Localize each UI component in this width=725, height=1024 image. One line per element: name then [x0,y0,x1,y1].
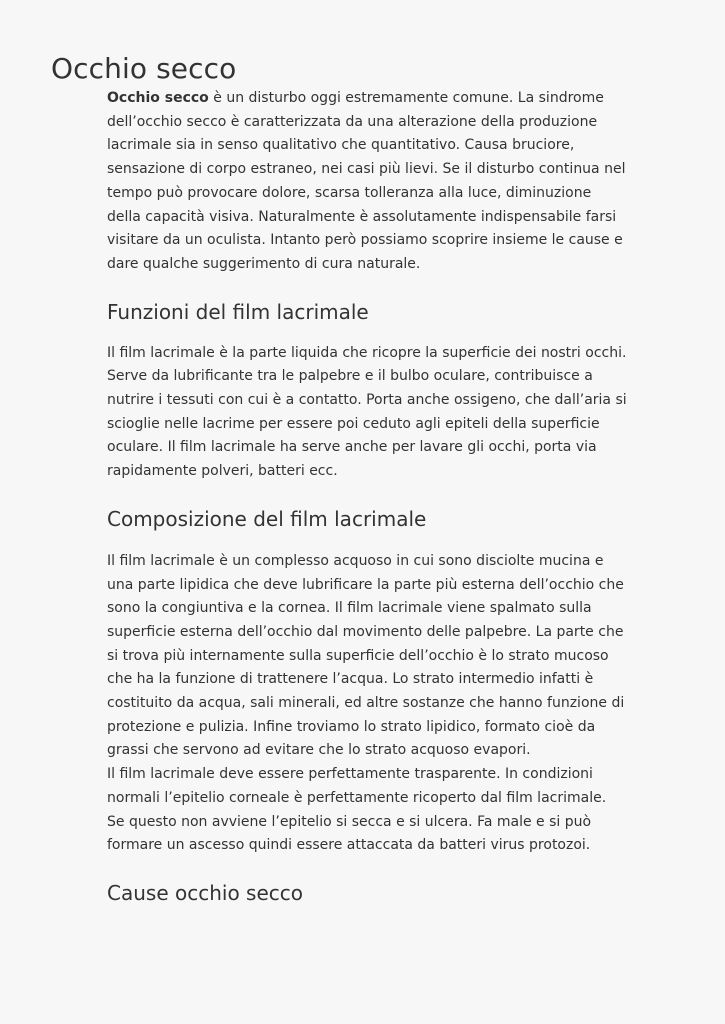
section-paragraph-funzioni: Il film lacrimale è la parte liquida che ricopre la superficie dei nostri occhi. Serve da lubrificante tra le palpebre e il bulbo oculare, contribuisce a nutrire i tessuti con cui è a contatto. Porta anche ossigeno, che dall’aria si scioglie nelle lacrime per essere poi ceduto agli epiteli della superficie oculare. Il film lacrimale ha serve anche per lavare gli occhi, porta via rapidamente polveri, batteri ecc. [107,344,627,480]
section-paragraph-composizione-1: Il film lacrimale è un complesso acquoso in cui sono disciolte mucina e una parte lipidica che deve lubrificare la parte più esterna dell’occhio che sono la congiuntiva e la cornea. Il film lacrimale viene spalmato sulla superficie esterna dell’occhio dal movimento delle palpebre. La parte che si trova più internamente sulla superficie dell’occhio è lo strato mucoso che ha la funzione di trattenere l’acqua. Lo strato intermedio infatti è costituito da acqua, sali minerali, ed altre sostanze che hanno funzione di protezione e pulizia. Infine troviamo lo strato lipidico, formato cioè da grassi che servono ad evitare che lo strato acquoso evapori. [107,552,625,759]
intro-text: è un disturbo oggi estremamente comune. La sindrome dell’occhio secco è caratterizzata da una alterazione della produzione lacrimale sia in senso qualitativo che quantitativo. Causa bruciore, sensazione di corpo estraneo, nei casi più lievi. Se il disturbo continua nel tempo può provocare dolore, scarsa tolleranza alla luce, diminuzione della capacità visiva. Naturalmente è assolutamente indispensabile farsi visitare da un oculista. Intanto però possiamo scoprire insieme le cause e dare qualche suggerimento di cura naturale. [107,90,626,272]
section-heading-cause: Cause occhio secco [107,880,303,905]
page-title: Occhio secco [51,52,237,85]
intro-paragraph [107,87,627,277]
section-heading-composizione: Composizione del film lacrimale [107,506,427,531]
section-heading-funzioni: Funzioni del film lacrimale [107,299,369,324]
article-body [107,87,627,908]
intro-bold-lead: Occhio secco [107,90,209,106]
section-paragraph-composizione-2: Il film lacrimale deve essere perfettamente trasparente. In condizioni normali l’epitelio corneale è perfettamente ricoperto dal film lacrimale. Se questo non avviene l’epitelio si secca e si ulcera. Fa male e si può formare un ascesso quindi essere attaccata da batteri virus protozoi. [107,766,607,854]
